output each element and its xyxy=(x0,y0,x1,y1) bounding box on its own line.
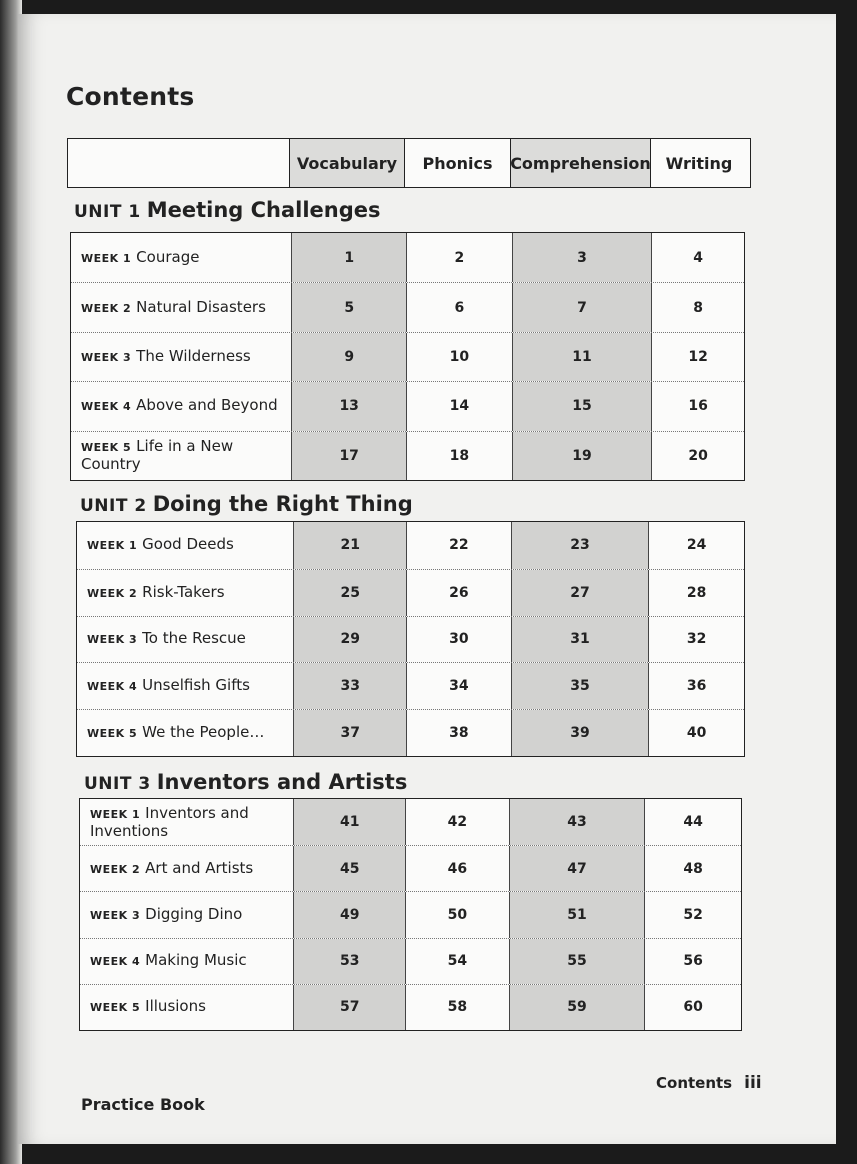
writing-page-cell: 52 xyxy=(644,892,741,937)
week-topic: Natural Disasters xyxy=(136,297,266,316)
phonics-page-cell: 14 xyxy=(406,382,512,430)
week-label: WEEK 1 xyxy=(87,539,138,553)
comprehension-page-cell: 51 xyxy=(509,892,645,937)
vocabulary-page-cell: 29 xyxy=(293,617,406,663)
week-text xyxy=(87,677,250,695)
week-topic: Digging Dino xyxy=(145,904,243,923)
phonics-page-cell: 18 xyxy=(406,432,512,480)
writing-page-cell: 56 xyxy=(644,939,741,984)
comprehension-page-cell: 11 xyxy=(512,333,652,381)
vocabulary-page-cell: 37 xyxy=(293,710,406,756)
comprehension-page-cell: 55 xyxy=(509,939,645,984)
comprehension-page-cell: 59 xyxy=(509,985,645,1030)
week-label: WEEK 1 xyxy=(81,251,132,265)
writing-page-cell: 20 xyxy=(651,432,744,480)
table-row xyxy=(77,662,744,709)
week-text xyxy=(87,584,225,602)
vocabulary-page-cell: 41 xyxy=(293,799,405,845)
vocabulary-page-cell: 9 xyxy=(291,333,406,381)
week-label: WEEK 5 xyxy=(90,1001,141,1015)
writing-page-cell: 36 xyxy=(648,663,744,709)
page-title: Contents xyxy=(66,82,195,111)
phonics-page-cell: 6 xyxy=(406,283,512,331)
week-topic: Good Deeds xyxy=(142,535,234,554)
writing-page-cell: 44 xyxy=(644,799,741,845)
phonics-page-cell: 42 xyxy=(405,799,509,845)
week-label: WEEK 2 xyxy=(81,301,132,315)
unit-label: UNIT 1 xyxy=(74,202,141,222)
vocabulary-page-cell: 21 xyxy=(293,522,406,569)
vocabulary-page-cell: 53 xyxy=(293,939,405,984)
comprehension-page-cell: 27 xyxy=(511,570,649,616)
week-cell xyxy=(80,799,293,845)
comprehension-page-cell: 23 xyxy=(511,522,649,569)
vocabulary-page-cell: 33 xyxy=(293,663,406,709)
week-label: WEEK 4 xyxy=(90,955,141,969)
comprehension-page-cell: 31 xyxy=(511,617,649,663)
unit-table xyxy=(76,521,745,757)
week-label: WEEK 3 xyxy=(87,633,138,647)
vocabulary-page-cell: 17 xyxy=(291,432,406,480)
week-text xyxy=(87,724,264,742)
writing-page-cell: 4 xyxy=(651,233,744,282)
writing-page-cell: 12 xyxy=(651,333,744,381)
week-cell xyxy=(77,522,293,569)
unit-title xyxy=(74,198,381,222)
table-row xyxy=(80,984,741,1030)
column-header-row xyxy=(67,138,751,188)
table-row xyxy=(77,616,744,663)
week-cell xyxy=(77,617,293,663)
phonics-page-cell: 34 xyxy=(406,663,511,709)
header-vocabulary: Vocabulary xyxy=(289,139,404,187)
unit-name: Inventors and Artists xyxy=(156,770,408,794)
week-topic: The Wilderness xyxy=(136,346,251,365)
week-topic: Unselfish Gifts xyxy=(142,676,250,695)
unit-name: Doing the Right Thing xyxy=(152,492,413,516)
week-topic: We the People… xyxy=(142,723,265,742)
week-topic: Art and Artists xyxy=(145,858,254,877)
table-row xyxy=(80,845,741,891)
vocabulary-page-cell: 1 xyxy=(291,233,406,282)
week-text xyxy=(90,805,287,840)
week-topic: Above and Beyond xyxy=(136,396,278,415)
week-cell xyxy=(80,892,293,937)
table-row xyxy=(71,332,744,381)
comprehension-page-cell: 15 xyxy=(512,382,652,430)
comprehension-page-cell: 35 xyxy=(511,663,649,709)
week-cell xyxy=(71,333,291,381)
phonics-page-cell: 54 xyxy=(405,939,509,984)
writing-page-cell: 48 xyxy=(644,846,741,891)
week-label: WEEK 1 xyxy=(90,807,141,821)
table-row xyxy=(80,799,741,845)
week-label: WEEK 5 xyxy=(87,727,138,741)
table-row xyxy=(71,282,744,331)
unit-title xyxy=(84,770,407,794)
table-row xyxy=(71,233,744,282)
week-text xyxy=(90,952,247,970)
phonics-page-cell: 46 xyxy=(405,846,509,891)
week-label: WEEK 3 xyxy=(90,908,141,922)
phonics-page-cell: 30 xyxy=(406,617,511,663)
week-text xyxy=(81,397,278,415)
phonics-page-cell: 22 xyxy=(406,522,511,569)
week-cell xyxy=(77,710,293,756)
week-cell xyxy=(71,382,291,430)
week-text xyxy=(81,299,266,317)
comprehension-page-cell: 19 xyxy=(512,432,652,480)
phonics-page-cell: 50 xyxy=(405,892,509,937)
vocabulary-page-cell: 57 xyxy=(293,985,405,1030)
vocabulary-page-cell: 5 xyxy=(291,283,406,331)
week-label: WEEK 2 xyxy=(87,586,138,600)
week-cell xyxy=(71,233,291,282)
week-text xyxy=(81,348,251,366)
header-comprehension: Comprehension xyxy=(510,139,650,187)
week-topic: Courage xyxy=(136,247,200,266)
unit-label: UNIT 3 xyxy=(84,774,151,794)
week-text xyxy=(87,630,246,648)
week-text xyxy=(87,536,234,554)
table-row xyxy=(77,522,744,569)
week-text xyxy=(81,438,285,473)
week-topic: Risk-Takers xyxy=(142,582,225,601)
footer-page-number: iii xyxy=(744,1073,762,1093)
writing-page-cell: 60 xyxy=(644,985,741,1030)
week-cell xyxy=(80,985,293,1030)
vocabulary-page-cell: 25 xyxy=(293,570,406,616)
week-topic: Inventors and Inventions xyxy=(90,803,249,840)
comprehension-page-cell: 3 xyxy=(512,233,652,282)
unit-table xyxy=(79,798,742,1031)
comprehension-page-cell: 47 xyxy=(509,846,645,891)
comprehension-page-cell: 39 xyxy=(511,710,649,756)
writing-page-cell: 40 xyxy=(648,710,744,756)
unit-name: Meeting Challenges xyxy=(146,198,381,222)
week-label: WEEK 5 xyxy=(81,441,132,455)
week-text xyxy=(90,906,242,924)
week-label: WEEK 4 xyxy=(81,400,132,414)
week-topic: Life in a New Country xyxy=(81,437,234,474)
table-row xyxy=(80,891,741,937)
week-topic: Making Music xyxy=(145,951,247,970)
table-row xyxy=(71,431,744,480)
phonics-page-cell: 58 xyxy=(405,985,509,1030)
table-row xyxy=(77,569,744,616)
header-writing: Writing xyxy=(650,139,747,187)
phonics-page-cell: 10 xyxy=(406,333,512,381)
table-row xyxy=(80,938,741,984)
header-phonics: Phonics xyxy=(404,139,510,187)
table-row xyxy=(77,709,744,756)
writing-page-cell: 32 xyxy=(648,617,744,663)
comprehension-page-cell: 43 xyxy=(509,799,645,845)
vocabulary-page-cell: 45 xyxy=(293,846,405,891)
phonics-page-cell: 26 xyxy=(406,570,511,616)
phonics-page-cell: 38 xyxy=(406,710,511,756)
writing-page-cell: 8 xyxy=(651,283,744,331)
week-label: WEEK 3 xyxy=(81,350,132,364)
writing-page-cell: 28 xyxy=(648,570,744,616)
week-text xyxy=(81,249,199,267)
comprehension-page-cell: 7 xyxy=(512,283,652,331)
phonics-page-cell: 2 xyxy=(406,233,512,282)
week-cell xyxy=(77,570,293,616)
unit-label: UNIT 2 xyxy=(80,496,147,516)
week-text xyxy=(90,860,253,878)
footer-section xyxy=(656,1073,762,1093)
week-cell xyxy=(71,432,291,480)
week-label: WEEK 4 xyxy=(87,680,138,694)
week-topic: Illusions xyxy=(145,997,206,1016)
table-row xyxy=(71,381,744,430)
footer-section-label: Contents xyxy=(656,1074,733,1092)
footer-book-title: Practice Book xyxy=(81,1095,205,1114)
vocabulary-page-cell: 49 xyxy=(293,892,405,937)
unit-table xyxy=(70,232,745,481)
week-cell xyxy=(80,939,293,984)
week-cell xyxy=(71,283,291,331)
week-text xyxy=(90,998,206,1016)
week-label: WEEK 2 xyxy=(90,862,141,876)
writing-page-cell: 16 xyxy=(651,382,744,430)
unit-title xyxy=(80,492,413,516)
writing-page-cell: 24 xyxy=(648,522,744,569)
vocabulary-page-cell: 13 xyxy=(291,382,406,430)
header-blank-cell xyxy=(68,139,289,187)
week-topic: To the Rescue xyxy=(142,629,246,648)
week-cell xyxy=(77,663,293,709)
week-cell xyxy=(80,846,293,891)
